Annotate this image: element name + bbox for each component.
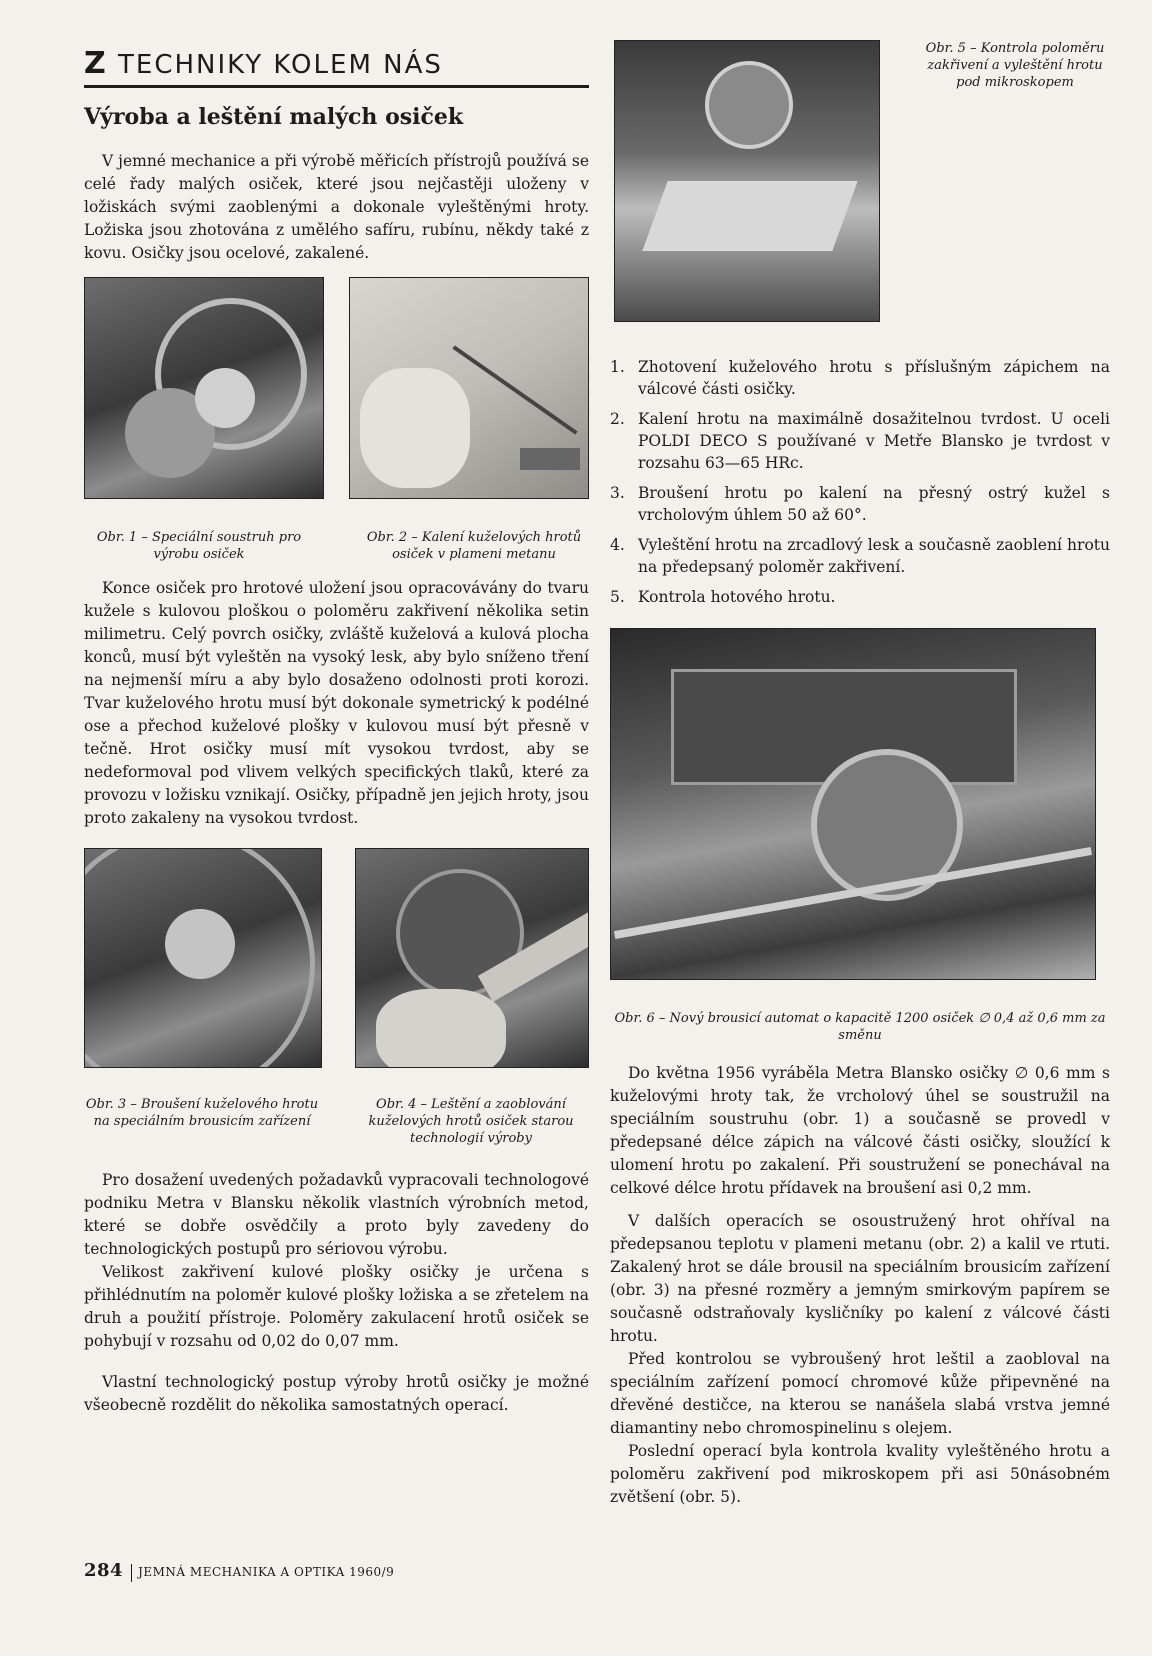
footer-separator (131, 1564, 132, 1582)
left-column (84, 46, 589, 1417)
steps-list (610, 356, 1110, 608)
journal-name: JEMNÁ MECHANIKA A OPTIKA 1960/9 (138, 1565, 395, 1579)
figure-5-photo (614, 40, 880, 322)
paragraph-3: Pro dosažení uvedených požadavků vypracovali technologové podniku Metra v Blansku několik vlastních výrobních metod, které se dobře osvědčily a proto byly zavedeny do technologických postupů pro sériovou výrobu. (84, 1171, 589, 1258)
step-item: 4. Vyleštění hrotu na zrcadlový lesk a současně zaoblení hrotu na předepsaný poloměr zakřivení. (610, 536, 1110, 576)
step-item: 5. Kontrola hotového hrotu. (610, 588, 836, 606)
step-item: 1. Zhotovení kuželového hrotu s příslušným zápichem na válcové části osičky. (610, 358, 1110, 398)
caption-row-2 (84, 1096, 589, 1147)
section-title (84, 46, 589, 88)
figure-2-photo (349, 277, 589, 499)
figure-5-block (610, 40, 1110, 322)
section-initial: Z (84, 46, 108, 81)
figure-6-photo (610, 628, 1096, 980)
figure-4-photo (355, 848, 589, 1068)
figure-5-caption: Obr. 5 – Kontrola poloměru zakřivení a vyleštění hrotu pod mikroskopem (925, 41, 1105, 90)
paragraph-4: Velikost zakřivení kulové plošky osičky je určena s přihlédnutím na poloměr kulové plošky ložiska a se zřetelem na druh a použití přístroje. Poloměry zakulacení hrotů osiček se pohybují v rozsahu od 0,02 do 0,07 mm. (84, 1263, 589, 1350)
section-rest: TECHNIKY KOLEM NÁS (118, 50, 443, 80)
page-number: 284 (84, 1560, 124, 1581)
intro-paragraph: V jemné mechanice a při výrobě měřicích přístrojů používá se celé řady malých osiček, které jsou nejčastěji uloženy v ložiskách svými zaoblenými a dokonale vyleštěnými hroty. Ložiska jsou zhotována z umělého safíru, rubínu, někdy také z kovu. Osičky jsou ocelové, zakalené. (84, 152, 589, 262)
figure-1-caption: Obr. 1 – Speciální soustruh pro výrobu osiček (96, 530, 302, 562)
paragraph-5: Vlastní technologický postup výroby hrotů osičky je možné všeobecně rozdělit do několika samostatných operací. (84, 1373, 589, 1414)
figure-3-caption: Obr. 3 – Broušení kuželového hrotu na speciálním brousicím zařízení (85, 1097, 319, 1129)
article-title: Výroba a leštění malých osiček (84, 104, 464, 130)
right-paragraph-4: Poslední operací byla kontrola kvality vyleštěného hrotu a poloměru zakřivení pod mikroskopem při asi 50násobném zvětšení (obr. 5). (610, 1442, 1110, 1506)
photo-row-2 (84, 848, 589, 1068)
step-item: 2. Kalení hrotu na maximálně dosažitelnou tvrdost. U oceli POLDI DECO S používané v Metře Blansko je tvrdost v rozsahu 63—65 HRc. (610, 410, 1110, 472)
right-column (610, 40, 1110, 1509)
caption-row-1 (84, 529, 589, 563)
figure-1-photo (84, 277, 324, 499)
right-paragraph-3: Před kontrolou se vybroušený hrot leštil a zaobloval na speciálním zařízení pomocí chromové kůže připevněné na dřevěné destičce, na kterou se nanášela slabá vrstva jemné diamantiny nebo chromospinelinu s olejem. (610, 1350, 1110, 1437)
photo-row-1 (84, 277, 589, 499)
figure-2-caption: Obr. 2 – Kalení kuželových hrotů osiček v plameni metanu (366, 530, 582, 562)
step-item: 3. Broušení hrotu po kalení na přesný ostrý kužel s vrcholovým úhlem 50 až 60°. (610, 484, 1110, 524)
right-paragraph-1: Do května 1956 vyráběla Metra Blansko osičky ∅ 0,6 mm s kuželovými hroty tak, že vrcholový úhel se soustružil na speciálním soustruhu (obr. 1) a současně se provedl v předepsané délce zápich na válcové části osičky, sloužící k ulomení hrotu po zakalení. Při soustružení se ponechával na celkové délce hrotu přídavek na broušení asi 0,2 mm. (610, 1064, 1110, 1197)
right-paragraph-2: V dalších operacích se osoustružený hrot ohříval na předepsanou teplotu v plameni metanu (obr. 2) a kalil ve rtuti. Zakalený hrot se dále brousil na speciálním brousicím zařízení (obr. 3) na přesné rozměry a jemným smirkovým papírem se současně odstraňovaly kysličníky po kalení z válcové části hrotu. (610, 1212, 1110, 1345)
page-footer (84, 1560, 394, 1582)
figure-6-caption: Obr. 6 – Nový brousicí automat o kapacitě 1200 osiček ∅ 0,4 až 0,6 mm za směnu (614, 1011, 1106, 1043)
figure-3-photo (84, 848, 322, 1068)
figure-4-caption: Obr. 4 – Leštění a zaoblování kuželových hrotů osiček starou technologií výroby (368, 1097, 574, 1146)
paragraph-2: Konce osiček pro hrotové uložení jsou opracovávány do tvaru kužele s kulovou ploškou o poloměru zakřivení několika setin milimetru. Celý povrch osičky, zvláště kuželová a kulová plocha konců, musí být vyleštěn na vysoký lesk, aby bylo sníženo tření na nejmenší míru a aby bylo dosaženo odolnosti proti korozi. Tvar kuželového hrotu musí být dokonale symetrický k podélné ose a přechod kuželové plošky v kulovou musí být přesně v tečně. Hrot osičky musí mít vysokou tvrdost, aby se nedeformoval pod vlivem velkých specifických tlaků, které za provozu v ložisku vznikají. Osičky, případně jen jejich hroty, jsou proto zakaleny na vysokou tvrdost. (84, 579, 589, 827)
